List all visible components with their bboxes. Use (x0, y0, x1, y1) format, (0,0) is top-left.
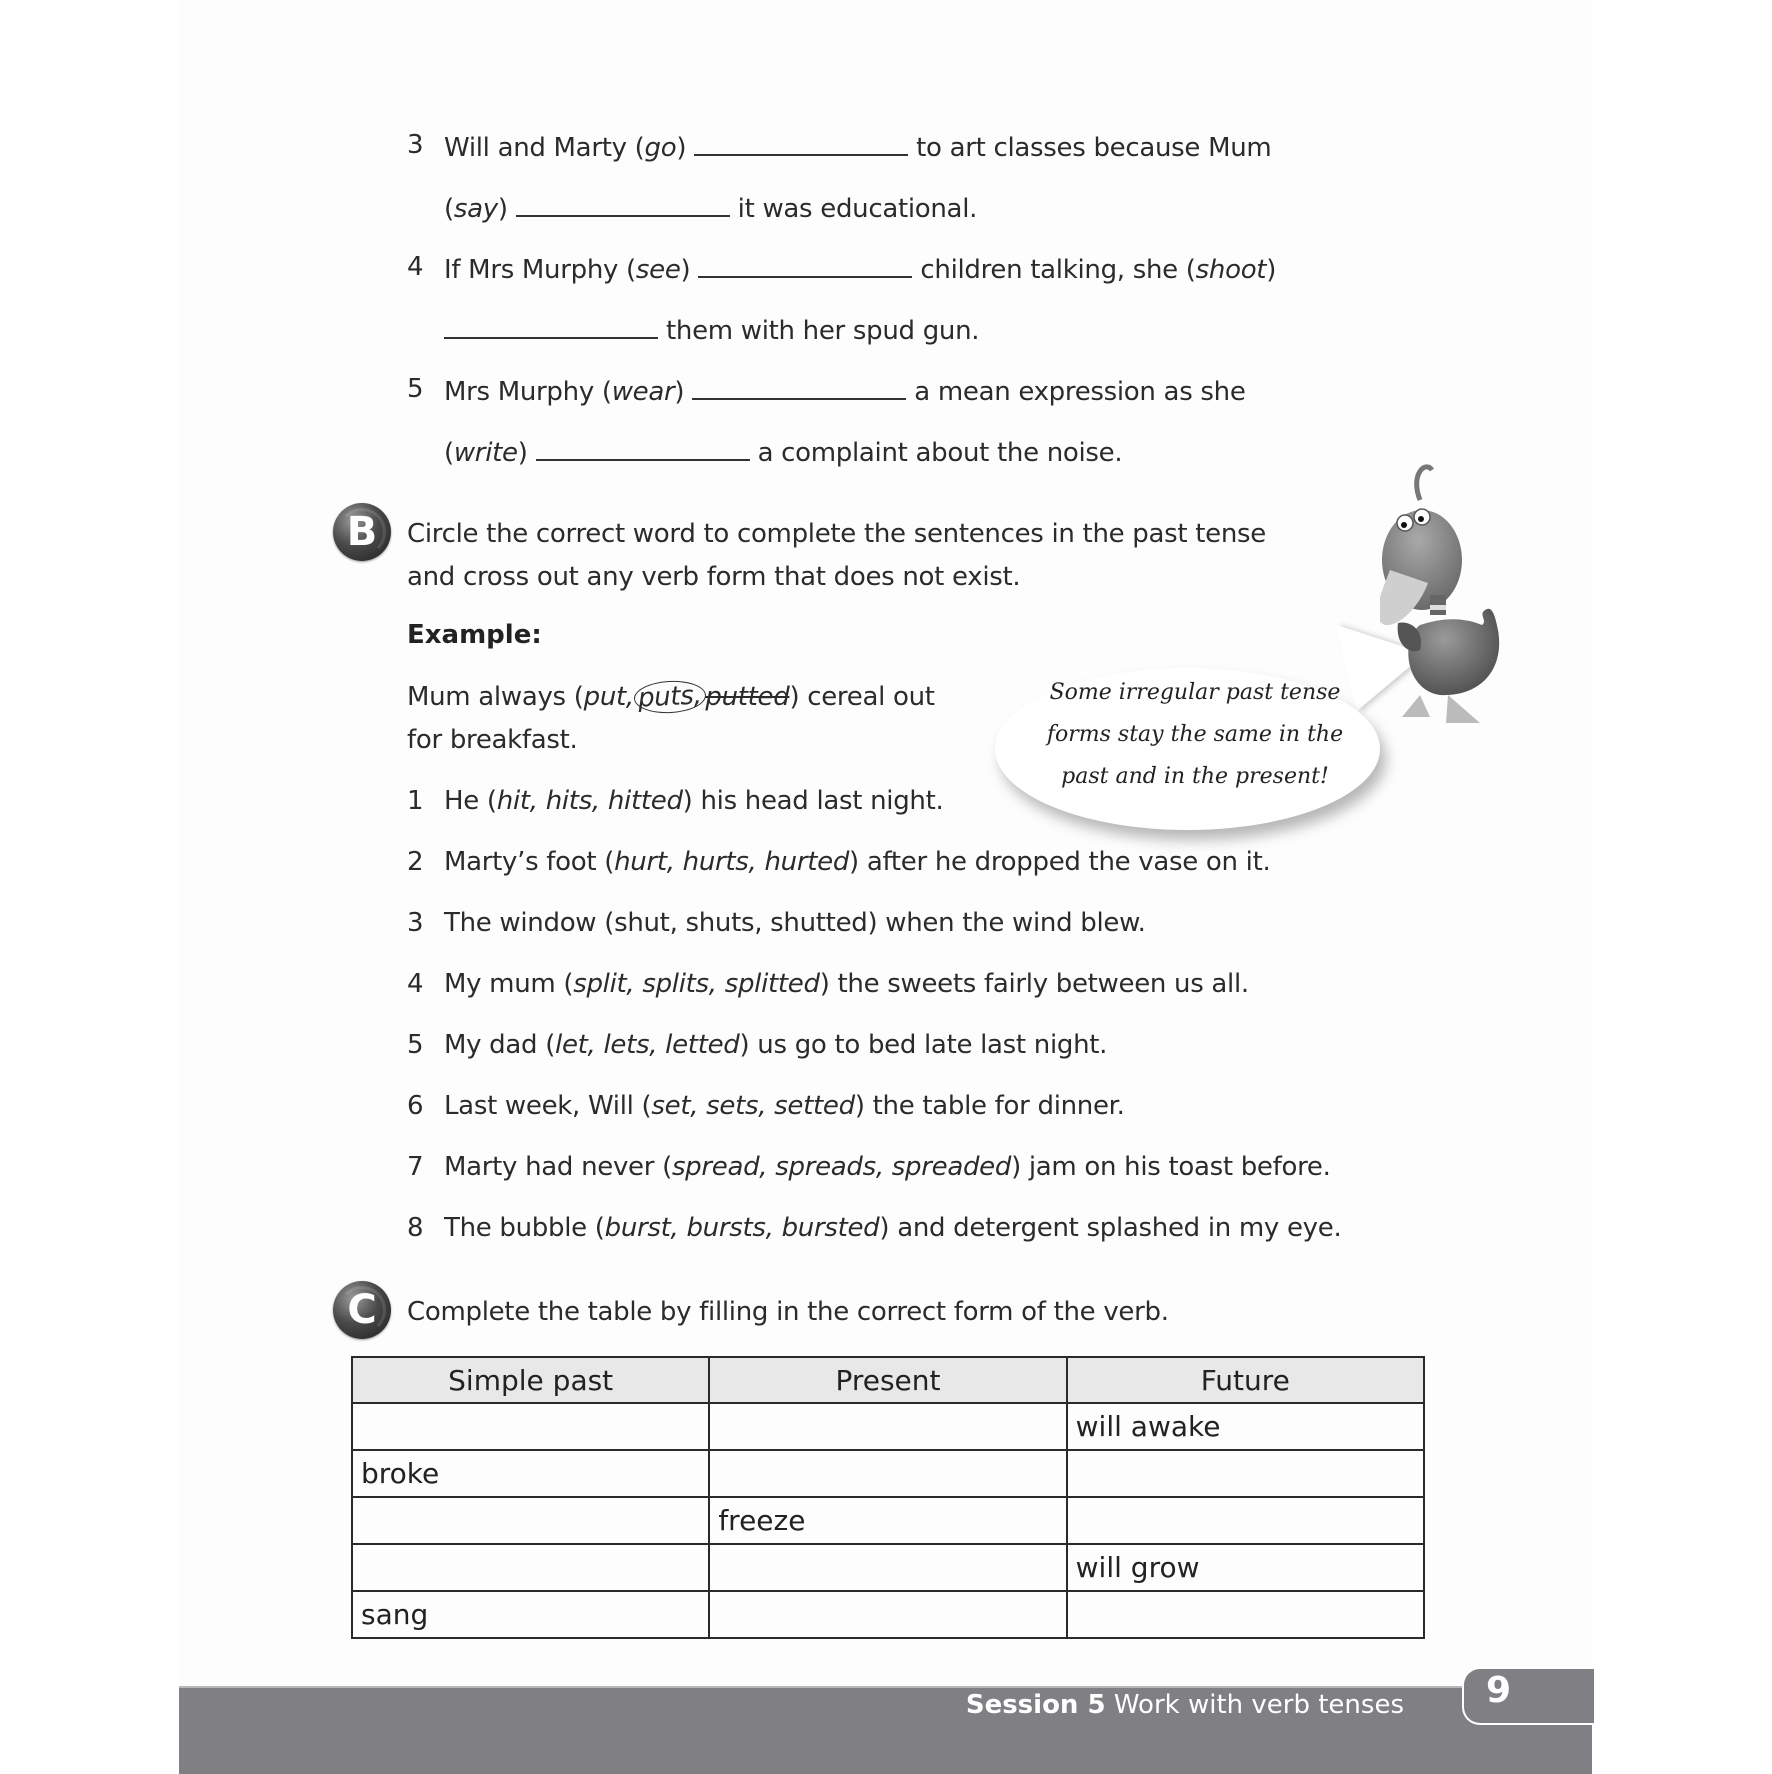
session-topic: Work with verb tenses (1113, 1690, 1404, 1720)
column-header-simple-past: Simple past (352, 1357, 709, 1403)
text: ) when the wind blew. (867, 908, 1146, 938)
answer-blank[interactable] (536, 433, 750, 461)
text: The window ( (444, 908, 615, 938)
item-number: 4 (407, 252, 424, 282)
verb-options[interactable]: hurt, hurts, hurted (614, 847, 850, 877)
text: ( (444, 438, 454, 468)
verb-options[interactable]: spread, spreads, spreaded (671, 1152, 1012, 1182)
item-number: 5 (407, 374, 424, 404)
text: ) (676, 133, 687, 163)
table-row (352, 1544, 1424, 1591)
table-cell[interactable]: freeze (709, 1497, 1066, 1544)
answer-blank[interactable] (694, 128, 908, 156)
tip-text (1000, 672, 1390, 798)
text: ( (444, 194, 454, 224)
text: Mrs Murphy ( (444, 377, 612, 407)
item-number: 6 (407, 1091, 424, 1121)
text: a mean expression as she (914, 377, 1246, 407)
table-row (352, 1591, 1424, 1638)
text: The bubble ( (444, 1213, 605, 1243)
answer-blank[interactable] (698, 250, 912, 278)
table-cell[interactable]: will grow (1067, 1544, 1424, 1591)
duck-mascot-icon (1380, 455, 1520, 730)
example-sentence (407, 680, 935, 714)
table-row (352, 1403, 1424, 1450)
table-cell[interactable] (352, 1497, 709, 1544)
verb-options[interactable]: shut, shuts, shutted (614, 908, 868, 938)
example-label: Example: (407, 620, 542, 650)
exercise-line (444, 189, 977, 226)
item-number: 2 (407, 847, 424, 877)
item-number: 3 (407, 130, 424, 160)
verb-prompt: say (453, 194, 498, 224)
text: My dad ( (444, 1030, 556, 1060)
item-number: 7 (407, 1152, 424, 1182)
item-number: 3 (407, 908, 424, 938)
page-number-tab (1462, 1667, 1594, 1725)
table-cell[interactable] (1067, 1497, 1424, 1544)
exercise-line (444, 1028, 1107, 1062)
answer-blank[interactable] (444, 311, 658, 339)
exercise-line (444, 311, 979, 348)
tip-line: Some irregular past tense (1049, 680, 1341, 705)
text: Mum always ( (407, 682, 584, 712)
table-cell[interactable] (1067, 1450, 1424, 1497)
item-number: 8 (407, 1213, 424, 1243)
session-label: Session 5 (965, 1690, 1106, 1720)
verb-options[interactable]: burst, bursts, bursted (604, 1213, 880, 1243)
crossed-option: putted (705, 682, 790, 712)
tip-line: past and in the present! (1061, 764, 1329, 789)
table-cell[interactable] (1067, 1591, 1424, 1638)
text: If Mrs Murphy ( (444, 255, 636, 285)
verb-prompt: go (644, 133, 677, 163)
tip-line: forms stay the same in the (1046, 722, 1344, 747)
text: ) his head last night. (682, 786, 944, 816)
table-cell[interactable]: sang (352, 1591, 709, 1638)
item-number: 1 (407, 786, 424, 816)
text: ) and detergent splashed in my eye. (879, 1213, 1342, 1243)
text: a complaint about the noise. (757, 438, 1123, 468)
answer-blank[interactable] (516, 189, 730, 217)
verb-prompt: wear (611, 377, 675, 407)
item-number: 5 (407, 1030, 424, 1060)
text: ) (1266, 255, 1277, 285)
text: ) cereal out (789, 682, 935, 712)
text: Marty had never ( (444, 1152, 672, 1182)
verb-options[interactable]: split, splits, splitted (573, 969, 820, 999)
text: ) (497, 194, 508, 224)
table-row (352, 1497, 1424, 1544)
verb-prompt: shoot (1195, 255, 1267, 285)
text: Will and Marty ( (444, 133, 645, 163)
exercise-line (444, 250, 1276, 287)
column-header-present: Present (709, 1357, 1066, 1403)
section-b-instruction: Circle the correct word to complete the sentences in the past tense (407, 519, 1266, 549)
column-header-future: Future (1067, 1357, 1424, 1403)
text: My mum ( (444, 969, 574, 999)
option: put, (583, 682, 634, 712)
exercise-line (444, 433, 1122, 470)
section-c-instruction: Complete the table by filling in the correct form of the verb. (407, 1297, 1169, 1327)
exercise-line (444, 784, 943, 818)
verb-prompt: write (453, 438, 518, 468)
table-cell[interactable] (709, 1544, 1066, 1591)
text: ) (680, 255, 691, 285)
section-c-badge-icon: C (333, 1281, 391, 1339)
text: ) after he dropped the vase on it. (849, 847, 1271, 877)
answer-blank[interactable] (692, 372, 906, 400)
exercise-line (444, 128, 1271, 165)
verb-options[interactable]: hit, hits, hitted (496, 786, 683, 816)
exercise-line (444, 1150, 1331, 1184)
table-cell[interactable] (709, 1403, 1066, 1450)
page-number: 9 (1486, 1670, 1512, 1711)
text: to art classes because Mum (916, 133, 1272, 163)
exercise-line (444, 372, 1246, 409)
text: it was educational. (737, 194, 978, 224)
exercise-line (444, 1211, 1341, 1245)
exercise-line (444, 906, 1146, 940)
table-cell[interactable] (352, 1403, 709, 1450)
text: Last week, Will ( (444, 1091, 652, 1121)
text: ) the sweets fairly between us all. (819, 969, 1249, 999)
text: ) (517, 438, 528, 468)
text: ) us go to bed late last night. (739, 1030, 1108, 1060)
item-number: 4 (407, 969, 424, 999)
table-cell[interactable]: will awake (1067, 1403, 1424, 1450)
table-row (352, 1450, 1424, 1497)
verb-options[interactable]: set, sets, setted (651, 1091, 855, 1121)
verb-options[interactable]: let, lets, letted (555, 1030, 740, 1060)
text: ) the table for dinner. (854, 1091, 1125, 1121)
table-header-row (352, 1357, 1424, 1403)
text: He ( (444, 786, 497, 816)
exercise-line (444, 1089, 1125, 1123)
table-cell[interactable] (709, 1591, 1066, 1638)
text: ) (674, 377, 685, 407)
text: children talking, she ( (920, 255, 1196, 285)
exercise-line (444, 967, 1249, 1001)
exercise-line (444, 845, 1270, 879)
text: them with her spud gun. (666, 316, 980, 346)
circled-option: puts, (633, 679, 706, 715)
verb-tense-table (351, 1356, 1425, 1639)
session-title (966, 1688, 1404, 1722)
section-b-instruction: and cross out any verb form that does not exist. (407, 562, 1021, 592)
example-sentence-line2: for breakfast. (407, 725, 578, 755)
verb-prompt: see (635, 255, 681, 285)
text: Marty’s foot ( (444, 847, 615, 877)
table-cell[interactable] (709, 1450, 1066, 1497)
table-cell[interactable]: broke (352, 1450, 709, 1497)
text: ) jam on his toast before. (1011, 1152, 1331, 1182)
section-b-badge-icon: B (333, 503, 391, 561)
table-cell[interactable] (352, 1544, 709, 1591)
